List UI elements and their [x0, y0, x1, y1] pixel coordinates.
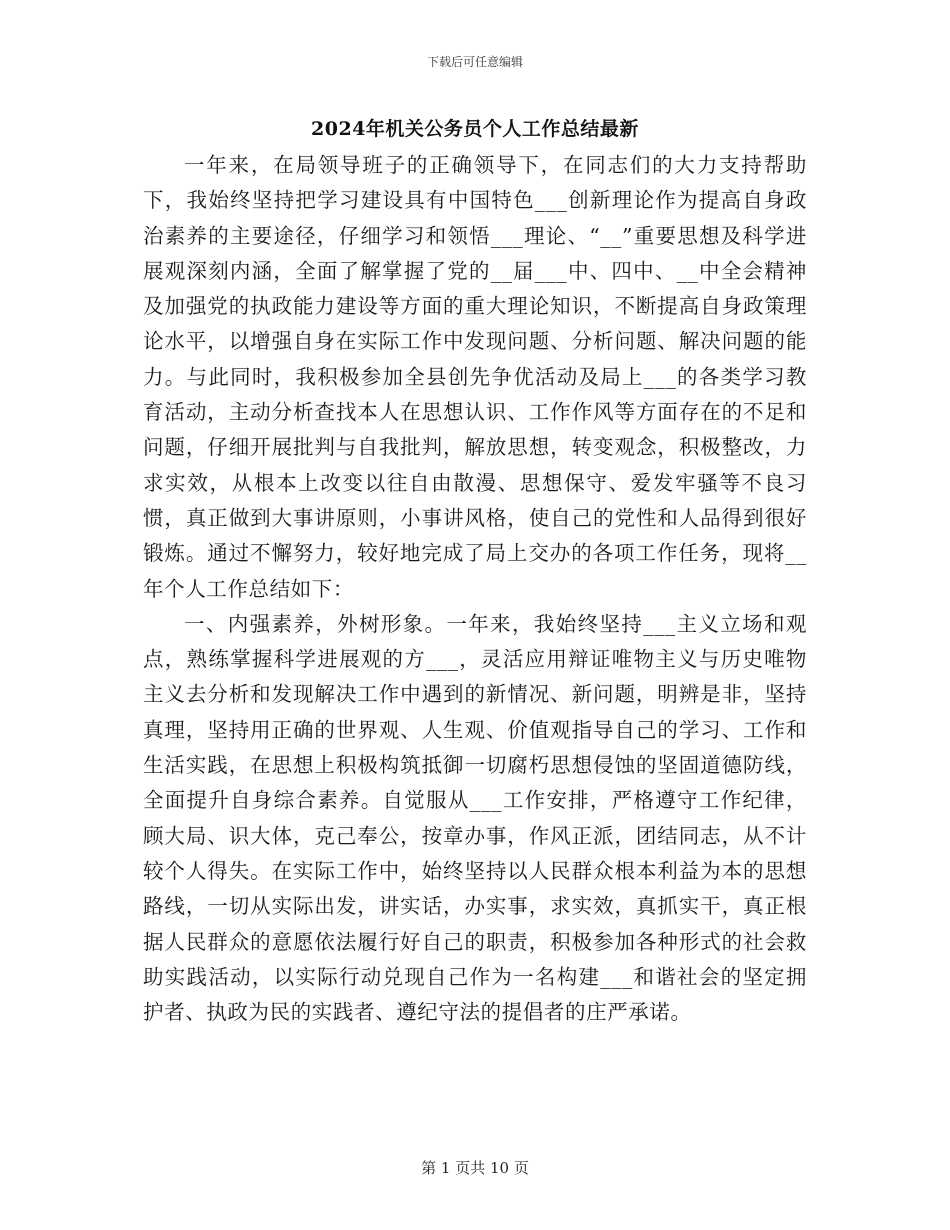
document-body — [143, 148, 807, 1030]
document-title: 2024年机关公务员个人工作总结最新 — [311, 118, 639, 140]
paragraph-section-one: 一、内强素养，外树形象。一年来，我始终坚持___主义立场和观点，熟练掌握科学进展观的方___，灵活应用辩证唯物主义与历史唯物主义去分析和发现解决工作中遇到的新情况、新问题，明辨是非，坚持真理，坚持用正确的世界观、人生观、价值观指导自己的学习、工作和生活实践，在思想上积极构筑抵御一切腐朽思想侵蚀的坚固道德防线，全面提升自身综合素养。自觉服从___工作安排，严格遵守工作纪律，顾大局、识大体，克己奉公，按章办事，作风正派，团结同志，从不计较个人得失。在实际工作中，始终坚持以人民群众根本利益为本的思想路线，一切从实际出发，讲实话，办实事，求实效，真抓实干，真正根据人民群众的意愿依法履行好自己的职责，积极参加各种形式的社会救助实践活动，以实际行动兑现自己作为一名构建___和谐社会的坚定拥护者、执政为民的实践者、遵纪守法的提倡者的庄严承诺。 — [143, 611, 807, 1025]
paragraph-intro: 一年来，在局领导班子的正确领导下，在同志们的大力支持帮助下，我始终坚持把学习建设具有中国特色___创新理论作为提高自身政治素养的主要途径，仔细学习和领悟___理论、“__”重要思想及科学进展观深刻内涵，全面了解掌握了党的__届___中、四中、__中全会精神及加强党的执政能力建设等方面的重大理论知识，不断提高自身政策理论水平，以增强自身在实际工作中发现问题、分析问题、解决问题的能力。与此同时，我积极参加全县创先争优活动及局上___的各类学习教育活动，主动分析查找本人在思想认识、工作作风等方面存在的不足和问题，仔细开展批判与自我批判，解放思想，转变观念，积极整改，力求实效，从根本上改变以往自由散漫、思想保守、爱发牢骚等不良习惯，真正做到大事讲原则，小事讲风格，使自己的党性和人品得到很好锻炼。通过不懈努力，较好地完成了局上交办的各项工作任务，现将__年个人工作总结如下： — [143, 153, 807, 601]
header-note: 下载后可任意编辑 — [426, 55, 523, 69]
page-number: 第 1 页共 10 页 — [421, 1159, 529, 1177]
